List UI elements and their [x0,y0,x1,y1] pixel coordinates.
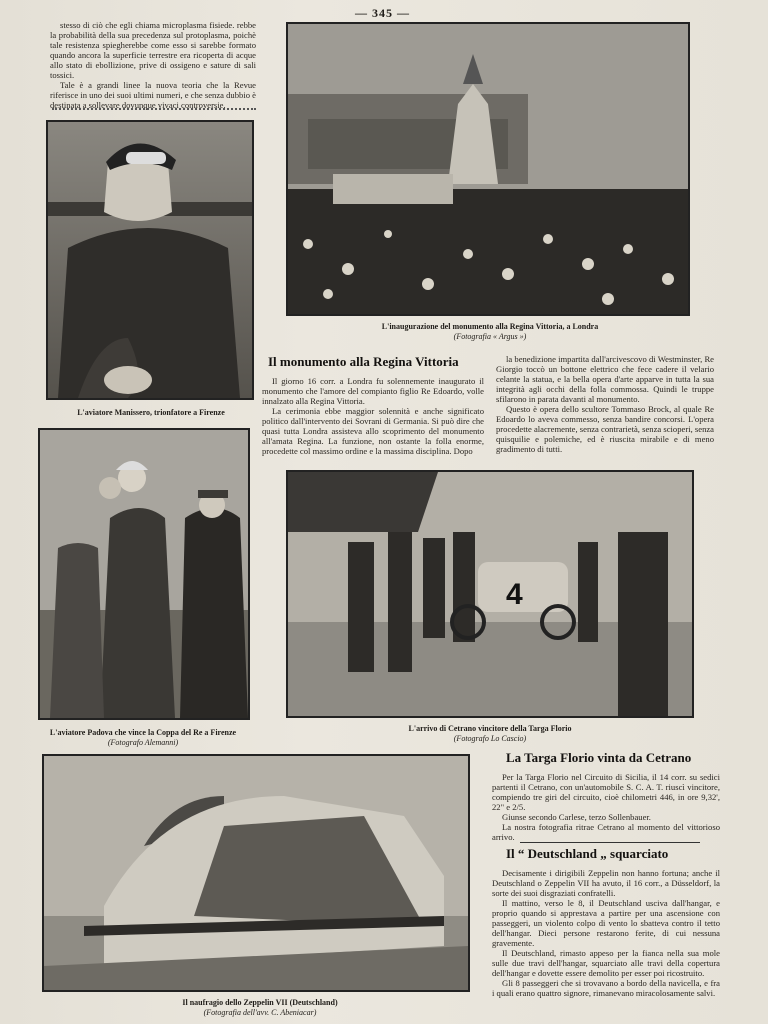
caption-zeppelin [80,998,440,1018]
caption-text: L'inaugurazione del monumento alla Regina Vittoria, a Londra [381,322,599,331]
article-targa-body [492,772,720,842]
photo-monument [286,22,690,316]
caption-padova [30,728,256,748]
photo-car [286,470,694,718]
caption-text: Il naufragio dello Zeppelin VII (Deutschland) [182,998,338,1007]
photo-credit: (Fotografo Alemanni) [107,738,179,747]
page-number: — 345 — [355,6,410,20]
car-number: 4 [506,578,523,611]
headline-monument: Il monumento alla Regina Vittoria [268,354,459,369]
divider [52,108,256,110]
article-paragraph: Il Deutschland, rimasto appeso per la fianca nella sua mole sulle due travi dell'hangar, squarciato alle travi della copertura dell'hangar e dovette essere demolito per esser poi ricostruito. [492,948,720,978]
article-paragraph: Per la Targa Florio nel Circuito di Sicilia, il 14 corr. su sedici partenti il Cetrano, con un'automobile S. C. A. T. riuscì vincitore, compiendo tre giri del circuito, cioè chilometri 446, in ore 9,32', 22" e 2/5. [492,772,720,812]
article-monument-col2 [496,354,714,464]
caption-car [300,724,680,744]
intro-paragraph: Tale è a grandi linee la nuova teoria che la Revue riferisce in uno dei suoi ultimi numeri, e che senza dubbio è destinata a sollevare dovunque vivaci controversie. [50,80,256,110]
photo-padova [38,428,250,720]
article-paragraph: La nostra fotografia ritrae Cetrano al momento del vittorioso arrivo. [492,822,720,842]
article-paragraph: Il mattino, verso le 8, il Deutschland usciva dall'hangar, e proprio quando si apprestava a partire per una ascensione con passeggeri, un violento colpo di vento lo sbatteva contro il tetto dell'hangar. Dieci persone restarono ferite, di cui nessuna gravemente. [492,898,720,948]
headline-deutschland: Il “ Deutschland „ squarciato [506,846,669,861]
article-paragraph: Gli 8 passeggeri che si trovavano a bordo della navicella, e fra i quali erano quattro signore, rimanevano miracolosamente salvi. [492,978,720,998]
article-paragraph: La cerimonia ebbe maggior solennità e anche significato politico dall'intervento dei Sovrani di Germania. Si può dire che quasi tutta Londra assisteva allo scoprimento del monumento all'amata Regina. La funzione, non ostante la folla enorme, procedette col massimo ordine e la massima disciplina. Dopo [262,406,484,456]
photo-aviator [46,120,254,400]
article-paragraph: Il giorno 16 corr. a Londra fu solennemente inaugurato il monumento che l'amore del compianto figlio Re Edoardo, volle innalzato alla Regina Vittoria. [262,376,484,406]
article-paragraph: Decisamente i dirigibili Zeppelin non hanno fortuna; anche il Deutschland o Zeppelin VII ha avuto, il 16 corr., a Düsseldorf, la sorte dei suoi disgraziati confratelli. [492,868,720,898]
headline-targa: La Targa Florio vinta da Cetrano [506,750,692,765]
caption-text: L'arrivo di Cetrano vincitore della Targa Florio [408,724,572,733]
article-paragraph: la benedizione impartita dall'arcivescovo di Westminster, Re Giorgio toccò un bottone elettrico che fece cadere il velario celante la statua, e la bella opera d'arte apparve in tutta la sua integrità agli occhi della folla commossa. Quindi le truppe sfilarono in parata davanti al monumento. [496,354,714,404]
article-paragraph: Giunse secondo Carlese, terzo Sollenbauer. [502,812,651,822]
photo-zeppelin [42,754,470,992]
intro-paragraph: stesso di ciò che egli chiama microplasma fisiede. rebbe la probabilità della sua precedenza sul protoplasma, poichè tale resistenza spiegherebbe come esso si sarebbe formato quando ancora la superficie terrestre era ricoperta di acque allo stato di ebollizione, prive di ossigeno e sature di sali tossici. [50,20,256,80]
intro-text [50,20,256,110]
article-paragraph: Questo è opera dello scultore Tommaso Brock, al quale Re Edoardo lo aveva commesso, senza bandire concorsi. L'opera procedette alacremente, senza contrarietà, senza scioperi, senza quisquilie e polemiche, ed è riuscita mirabile e di meno gradimento di tutti. [496,404,714,454]
photo-credit: (Fotografo Lo Cascio) [453,734,527,743]
caption-text: L'aviatore Padova che vince la Coppa del Re a Firenze [49,728,237,737]
caption-monument [300,322,680,342]
article-monument-col1 [262,376,484,472]
caption-aviator: L'aviatore Manissero, trionfatore a Firenze [77,408,225,417]
photo-credit: (Fotografia dell'avv. C. Abeniacar) [203,1008,317,1017]
photo-credit: (Fotografia « Argus ») [453,332,527,341]
divider [520,842,700,843]
article-deutschland-body [492,868,720,1018]
